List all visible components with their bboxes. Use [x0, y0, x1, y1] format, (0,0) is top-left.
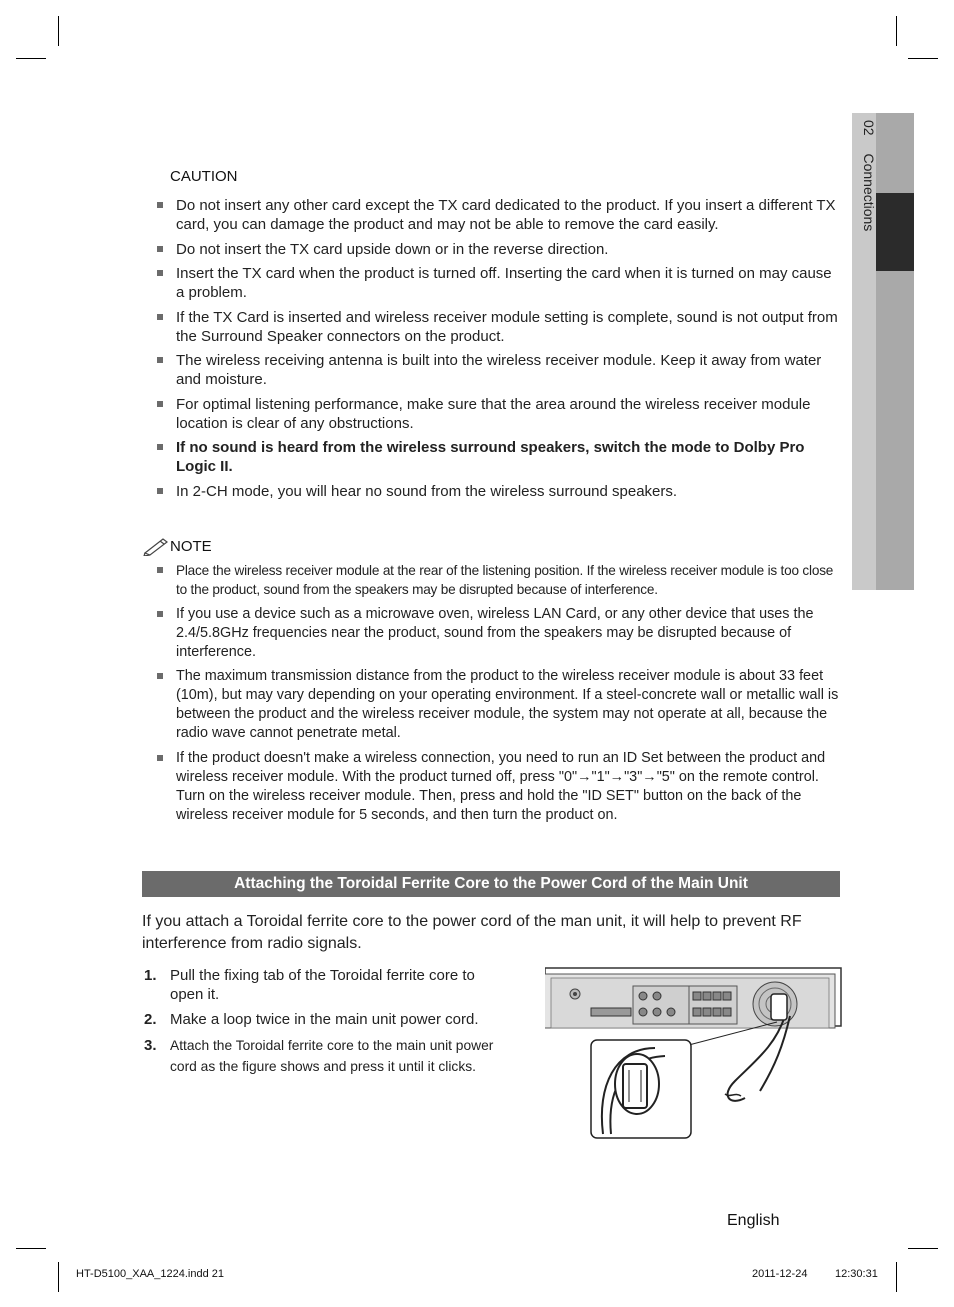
step-item	[142, 1035, 512, 1077]
note-label: NOTE	[170, 538, 212, 555]
ferrite-core-illustration	[545, 966, 843, 1150]
note-item: If the product doesn't make a wireless connection, you need to run an ID Set between the product and wireless receiver module. With the product turned off, press "0"→"1"→"3"→"5" on the remote control. Turn on the wireless receiver module. Then, press and hold the "ID SET" button on the back of the wireless receiver module for 5 seconds, and then turn the product on.	[155, 749, 841, 825]
crop-mark	[16, 58, 46, 59]
step-text: Attach the Toroidal ferrite core to the main unit power cord as the figure shows and press it until it clicks.	[170, 1038, 494, 1074]
caution-list	[155, 196, 841, 506]
pencil-icon	[143, 536, 169, 556]
note-item: Place the wireless receiver module at the rear of the listening position. If the wireless receiver module is too close to the product, sound from the speakers may be disrupted because of interference.	[155, 561, 841, 599]
chapter-tab-marker	[876, 193, 914, 271]
step-text: Pull the fixing tab of the Toroidal ferrite core to open it.	[170, 967, 475, 1003]
step-number: 1.	[144, 967, 157, 984]
footer-language: English	[727, 1212, 780, 1229]
step-item	[142, 966, 512, 1004]
step-item	[142, 1010, 512, 1029]
footer-date: 2011-12-24	[752, 1268, 808, 1280]
section-heading: Attaching the Toroidal Ferrite Core to the Power Cord of the Main Unit	[142, 871, 840, 897]
footer-time: 12:30:31	[835, 1268, 878, 1280]
footer-file-info: HT-D5100_XAA_1224.indd 21	[76, 1268, 224, 1280]
chapter-number: 02	[861, 120, 877, 136]
steps-list	[142, 966, 512, 1083]
chapter-tab-label	[853, 120, 877, 231]
note-item: The maximum transmission distance from the product to the wireless receiver module is about 33 feet (10m), but may vary depending on your operating environment. If a steel-concrete wall or metallic wall is between the product and the wireless receiver module, the system may not operate at all, because the radio wave cannot penetrate metal.	[155, 667, 841, 743]
note-item: If you use a device such as a microwave oven, wireless LAN Card, or any other device that uses the 2.4/5.8GHz frequencies near the product, sound from the speakers may be disrupted because of interference.	[155, 605, 841, 662]
caution-item: Insert the TX card when the product is turned off. Inserting the card when it is turned on may cause a problem.	[155, 264, 841, 302]
crop-mark	[16, 1248, 46, 1249]
crop-mark	[908, 1248, 938, 1249]
caution-item: In 2-CH mode, you will hear no sound from the wireless surround speakers.	[155, 482, 841, 501]
crop-mark	[58, 16, 59, 46]
step-text: Make a loop twice in the main unit power cord.	[170, 1011, 479, 1028]
caution-item: Do not insert the TX card upside down or in the reverse direction.	[155, 240, 841, 259]
caution-item: The wireless receiving antenna is built into the wireless receiver module. Keep it away from water and moisture.	[155, 351, 841, 389]
caution-item-important: If no sound is heard from the wireless surround speakers, switch the mode to Dolby Pro Logic II.	[155, 438, 841, 476]
chapter-title: Connections	[861, 153, 877, 232]
section-intro: If you attach a Toroidal ferrite core to the power cord of the man unit, it will help to prevent RF interference from radio signals.	[142, 913, 802, 952]
crop-mark	[58, 1262, 59, 1292]
step-number: 3.	[144, 1037, 157, 1054]
caution-item: If the TX Card is inserted and wireless receiver module setting is complete, sound is not output from the Surround Speaker connectors on the product.	[155, 308, 841, 346]
note-list	[155, 561, 841, 830]
caution-label: CAUTION	[170, 168, 238, 185]
crop-mark	[908, 58, 938, 59]
crop-mark	[896, 16, 897, 46]
caution-item: For optimal listening performance, make sure that the area around the wireless receiver module location is clear of any obstructions.	[155, 395, 841, 433]
crop-mark	[896, 1262, 897, 1292]
step-number: 2.	[144, 1011, 157, 1028]
caution-item: Do not insert any other card except the TX card dedicated to the product. If you insert a different TX card, you can damage the product and may not be able to remove the card easily.	[155, 196, 841, 234]
